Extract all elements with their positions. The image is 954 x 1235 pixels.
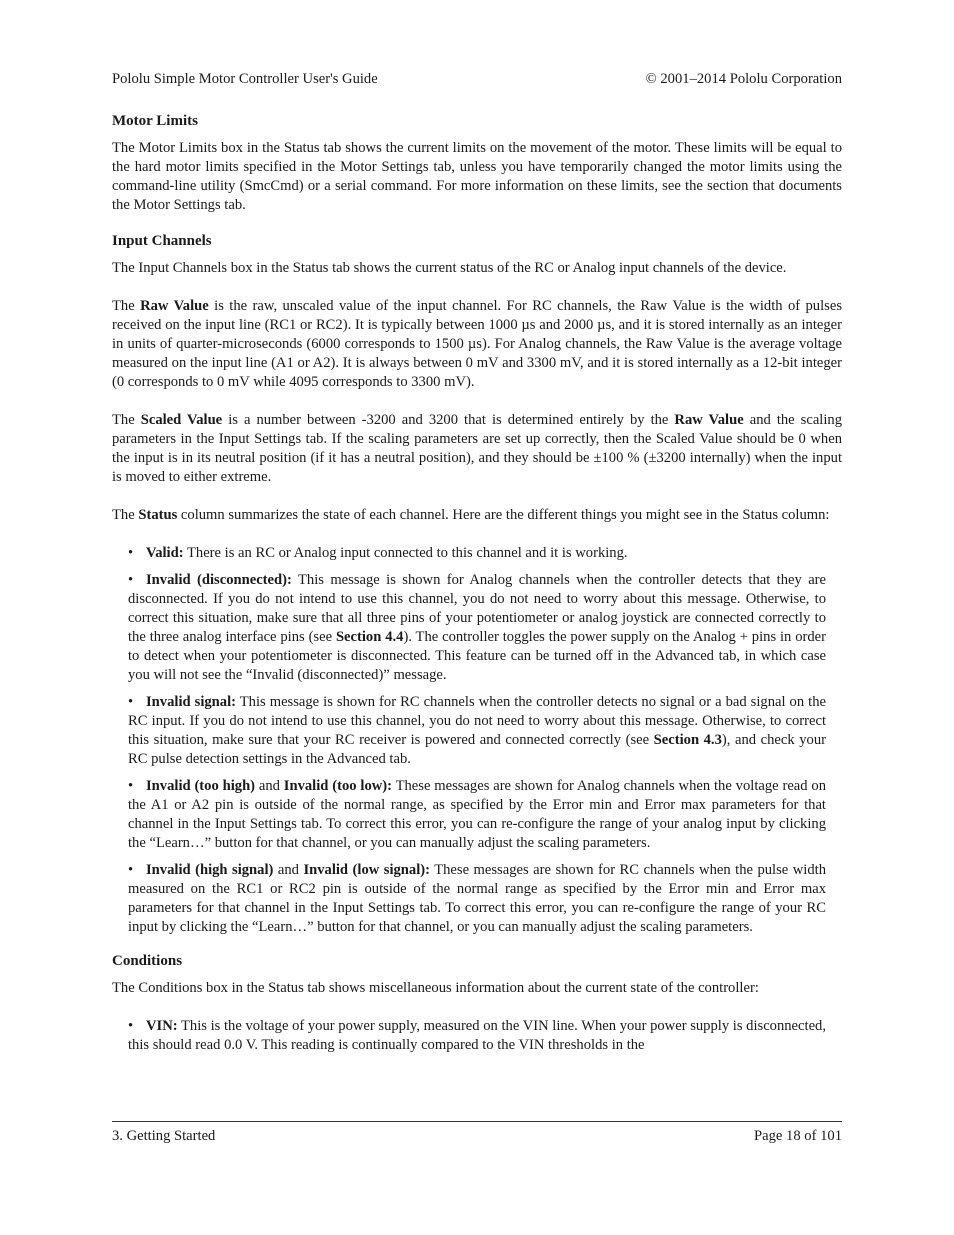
scaled-value-term: Scaled Value [140, 412, 223, 428]
motor-limits-heading: Motor Limits [112, 113, 198, 129]
section-4-4-ref[interactable]: Section 4.4 [335, 629, 404, 645]
conditions-intro: The Conditions box in the Status tab shows miscellaneous information about the current state of the controller: [112, 980, 759, 996]
input-channels-intro: The Input Channels box in the Status tab shows the current status of the RC or Analog input channels of the device. [112, 260, 787, 276]
page-header [112, 70, 842, 88]
status-list [112, 544, 842, 937]
footer-divider [112, 1121, 842, 1122]
status-term: Status [138, 507, 178, 523]
list-item-invalid-signal: • Invalid signal: This message is shown for RC channels when the controller detects no signal or a bad signal on the RC input. If you do not intend to use this channel, you do not need to worry about this message. Otherwise, to correct this situation, make sure that your RC receiver is powered and connected correctly (see Section 4.3), and check your RC pulse detection settings in the Advanced tab. [128, 694, 827, 767]
raw-value-term: Raw Value [140, 298, 209, 314]
motor-limits-text: The Motor Limits box in the Status tab shows the current limits on the movement of the motor. These limits will be equal to the hard motor limits specified in the Motor Settings tab, unless you have temporarily changed the motor limits using the command-line utility (SmcCmd) or a serial command. For more information on these limits, see the section that documents the Motor Settings tab. [112, 140, 842, 213]
raw-value-term-2: Raw Value [674, 412, 744, 428]
page-footer [112, 1127, 842, 1145]
section-4-3-ref[interactable]: Section 4.3 [653, 732, 722, 748]
list-item-disconnected: • Invalid (disconnected): This message is shown for Analog channels when the controller detects that they are disconnected. If you do not intend to use this channel, you do not need to worry about this message. Otherwise, to correct this situation, make sure that all three pins of your potentiometer or analog joystick are connected correctly to the three analog interface pins (see Section 4.4). The controller toggles the power supply on the Analog + pins in order to detect when your potentiometer is disconnected. This feature can be turned off in the Advanced tab, in which case you will not see the “Invalid (disconnected)” message. [128, 572, 827, 683]
scaled-value-paragraph: The Scaled Value is a number between -3200 and 3200 that is determined entirely by the Raw Value and the scaling parameters in the Input Settings tab. If the scaling parameters are set up correctly, then the Scaled Value should be 0 when the input is in its neutral position (if it has a neutral position), and they should be ±100 % (±3200 internally) when the input is moved to either extreme. [112, 412, 842, 485]
footer-page-number: Page 18 of 101 [754, 1128, 842, 1144]
raw-value-paragraph: The Raw Value is the raw, unscaled value of the input channel. For RC channels, the Raw Value is the width of pulses received on the input line (RC1 or RC2). It is typically between 1000 µs and 2000 µs, and it is stored internally as an integer in units of quarter-microseconds (6000 corresponds to 1500 µs). For Analog channels, the Raw Value is the average voltage measured on the input line (A1 or A2). It is always between 0 mV and 3300 mV, and it is stored internally as a 12-bit integer (0 corresponds to 0 mV while 4095 corresponds to 3300 mV). [112, 298, 842, 390]
list-item-vin: • VIN: This is the voltage of your power supply, measured on the VIN line. When your power supply is disconnected, this should read 0.0 V. This reading is continually compared to the VIN thresholds in the [128, 1018, 826, 1053]
conditions-heading: Conditions [112, 953, 183, 969]
list-item-too-high-low: • Invalid (too high) and Invalid (too low): These messages are shown for Analog channels when the voltage read on the A1 or A2 pin is outside of the normal range, as specified by the Error min and Error max parameters for that channel in the Input Settings tab. To correct this error, you can re-configure the range of your analog input by clicking the “Learn…” button for that channel, or you can manually adjust the scaling parameters. [128, 778, 826, 851]
header-title: Pololu Simple Motor Controller User's Guide [112, 71, 378, 87]
list-item-high-low-signal: • Invalid (high signal) and Invalid (low signal): These messages are shown for RC channels when the pulse width measured on the RC1 or RC2 pin is outside of the normal range as specified by the Error min and Error max parameters for that channel in the Input Settings tab. To correct this error, you can re-configure the range of your RC input by clicking the “Learn…” button for that channel, or you can manually adjust the scaling parameters. [128, 862, 826, 935]
header-copyright: © 2001–2014 Pololu Corporation [645, 71, 842, 87]
list-item-valid: • Valid: There is an RC or Analog input connected to this channel and it is working. [128, 545, 628, 561]
conditions-list [112, 1017, 842, 1055]
status-paragraph: The Status column summarizes the state of each channel. Here are the different things you might see in the Status column: [112, 507, 830, 523]
page-content [112, 112, 842, 1063]
input-channels-heading: Input Channels [112, 233, 212, 249]
footer-section: 3. Getting Started [112, 1128, 216, 1144]
